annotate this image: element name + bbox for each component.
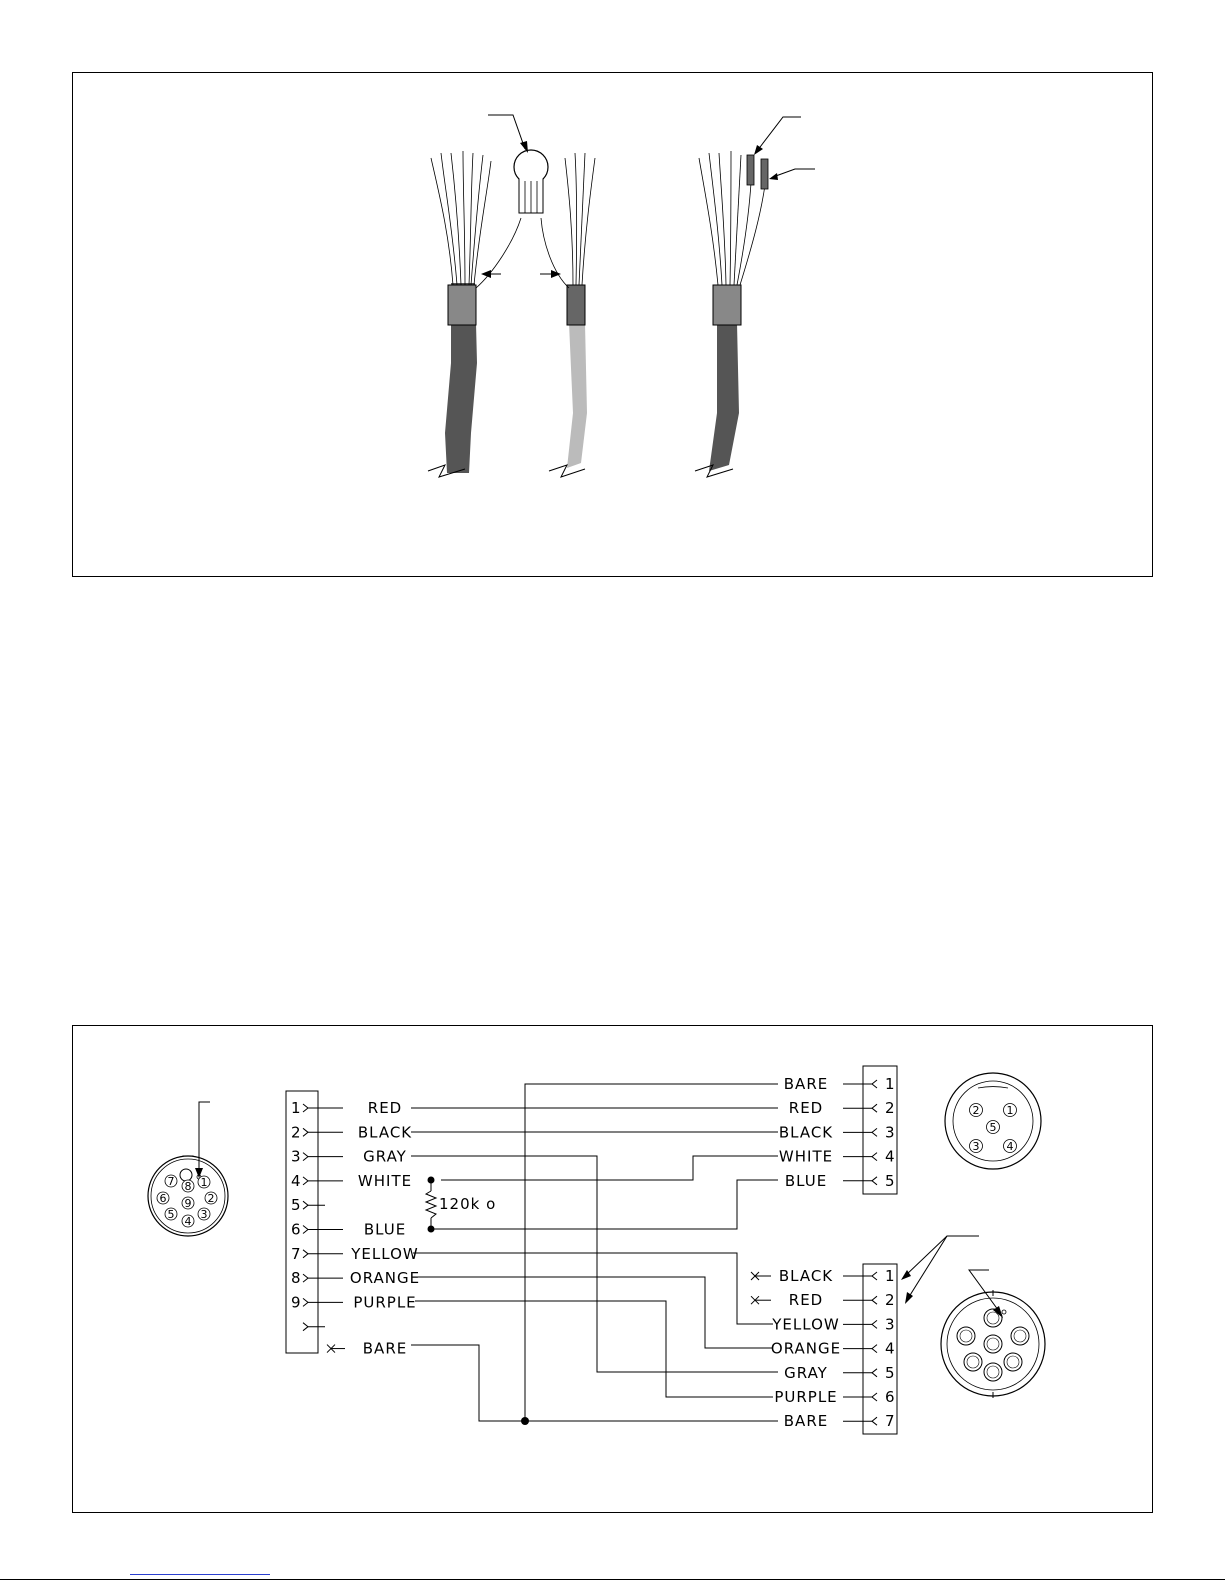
wire-label-black: BLACK [778,1267,834,1285]
cable-icon [695,151,765,477]
face-pin-number: 1 [1006,1104,1014,1117]
left-pin-number: 7 [291,1244,301,1263]
wire-label-red: RED [788,1291,824,1310]
footer-rule [0,1579,1225,1580]
wire-label-red: RED [788,1099,824,1118]
wire-label-orange: ORANGE [349,1269,421,1288]
tr-pin-number: 4 [885,1147,895,1166]
wire-label-gray: GRAY [363,1147,407,1166]
wiring-diagram [73,1026,1154,1514]
wire-label-yellow: YELLOW [772,1315,840,1334]
crimp-terminal-icon [747,117,815,189]
left-pin-number: 3 [291,1147,301,1166]
footer-link-underline [130,1574,270,1575]
resistor-label: 120k o [439,1195,497,1213]
face-pin-number: 2 [972,1104,980,1117]
wire-label-orange: ORANGE [770,1339,842,1358]
cable-icon [428,151,521,477]
wire-label-bare: BARE [783,1075,829,1093]
tr-pin-number: 1 [885,1075,895,1093]
face-pin-number: 4 [184,1215,192,1228]
tr-pin-number: 5 [885,1171,895,1190]
arrow-icon [481,270,561,278]
wire-label-blue: BLUE [363,1220,407,1239]
br-pin-number: 5 [885,1363,895,1382]
face-pin-number: 8 [184,1180,192,1193]
wire-label-white: WHITE [778,1147,834,1166]
wire-label-bare: BARE [362,1339,408,1358]
face-pin-number: 5 [989,1121,997,1134]
cable-icon [541,153,595,477]
face-pin-number: 3 [200,1208,208,1221]
left-pin-number: 8 [291,1269,301,1288]
cable-preparation-panel [72,72,1153,577]
wire-label-blue: BLUE [784,1171,828,1190]
left-pin-number: 5 [291,1196,301,1215]
seven-pin-connector-face-icon [941,1270,1045,1398]
five-pin-connector-face-icon [945,1073,1041,1169]
wire-label-red: RED [367,1099,403,1117]
junction-dot [428,1226,435,1233]
left-pin-number: 9 [291,1293,301,1312]
br-pin-number: 7 [885,1412,895,1431]
face-pin-number: 2 [207,1192,215,1205]
face-pin-number: 4 [1006,1140,1014,1153]
left-pin-number: 6 [291,1220,301,1239]
tr-pin-number: 2 [885,1099,895,1118]
resistor-icon [426,1191,436,1218]
nine-pin-connector-face-icon [148,1102,228,1236]
wire-label-purple: PURPLE [774,1388,838,1406]
arrow-icon [901,1236,979,1304]
face-pin-number: 9 [184,1197,192,1210]
br-pin-number: 4 [885,1339,895,1358]
wire-routing [411,1084,778,1421]
wire-label-purple: PURPLE [353,1293,417,1312]
face-pin-number: 6 [159,1192,167,1205]
wiring-diagram-panel [72,1025,1153,1513]
wire-nut-icon [488,115,548,213]
cable-preparation-drawing [73,73,1154,578]
br-pin-number: 1 [885,1267,895,1285]
junction-dot [428,1177,435,1184]
tr-pin-number: 3 [885,1123,895,1142]
face-pin-number: 7 [167,1175,175,1188]
junction-dot [521,1417,529,1425]
wire-label-yellow: YELLOW [351,1244,419,1263]
wire-label-bare: BARE [783,1412,829,1431]
face-pin-number: 3 [972,1140,980,1153]
left-pin-number: 2 [291,1123,301,1142]
face-pin-number: 1 [200,1176,208,1189]
left-pin-number: 1 [291,1099,301,1117]
br-pin-number: 3 [885,1315,895,1334]
left-pin-number: 4 [291,1171,301,1190]
br-pin-number: 2 [885,1291,895,1310]
wire-label-black: BLACK [357,1123,413,1142]
br-pin-number: 6 [885,1388,895,1406]
wire-label-white: WHITE [357,1171,413,1190]
face-pin-number: 5 [167,1208,175,1221]
wire-label-gray: GRAY [784,1363,828,1382]
wire-label-black: BLACK [778,1123,834,1142]
